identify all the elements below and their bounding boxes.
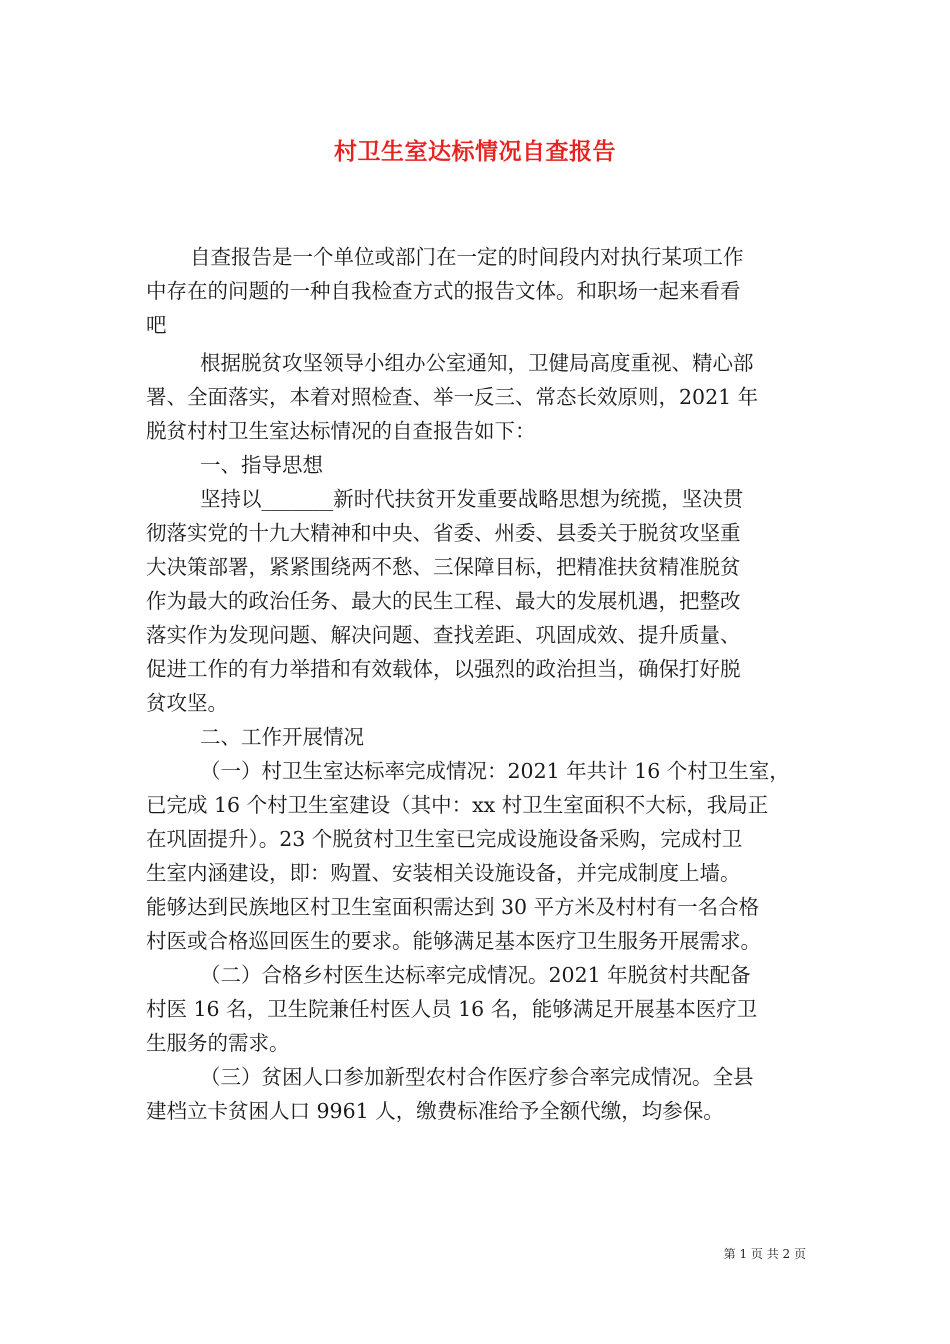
body-line: 生服务的需求。 [146,1031,290,1055]
body-line: 落实作为发现问题、解决问题、查找差距、巩固成效、提升质量、 [146,623,741,647]
body-line: 已完成 16 个村卫生室建设（其中：xx 村卫生室面积不大标，我局正 [146,793,769,817]
body-line: 中存在的问题的一种自我检查方式的报告文体。和职场一起来看看 [146,279,741,303]
body-line: 二、工作开展情况 [200,725,364,749]
page-footer: 第 1 页 共 2 页 [723,1247,806,1261]
body-line: 能够达到民族地区村卫生室面积需达到 30 平方米及村村有一名合格 [146,895,760,919]
body-line: 坚持以_______新时代扶贫开发重要战略思想为统揽，坚决贯 [200,487,744,511]
body-line: 自查报告是一个单位或部门在一定的时间段内对执行某项工作 [190,245,744,269]
document-title: 村卫生室达标情况自查报告 [334,138,616,165]
body-line: 村医 16 名，卫生院兼任村医人员 16 名，能够满足开展基本医疗卫 [146,997,758,1021]
body-line: （一）村卫生室达标率完成情况：2021 年共计 16 个村卫生室， [200,759,790,783]
body-line: 贫攻坚。 [146,691,228,715]
body-line: 脱贫村村卫生室达标情况的自查报告如下： [146,419,536,443]
body-line: 大决策部署，紧紧围绕两不愁、三保障目标，把精准扶贫精准脱贫 [146,555,741,579]
body-line: 建档立卡贫困人口 9961 人，缴费标准给予全额代缴，均参保。 [146,1099,724,1123]
body-line: 署、全面落实，本着对照检查、举一反三、常态长效原则，2021 年 [146,385,759,409]
document-body [146,240,806,1128]
body-line: 一、指导思想 [200,453,323,477]
body-line: 吧 [146,313,167,337]
body-line: （二）合格乡村医生达标率完成情况。2021 年脱贫村共配备 [200,963,751,987]
body-line: 生室内涵建设，即：购置、安装相关设施设备，并完成制度上墙。 [146,861,741,885]
body-line: 根据脱贫攻坚领导小组办公室通知，卫健局高度重视、精心部 [200,351,754,375]
body-line: 作为最大的政治任务、最大的民生工程、最大的发展机遇，把整改 [146,589,741,613]
body-line: 彻落实党的十九大精神和中央、省委、州委、县委关于脱贫攻坚重 [146,521,741,545]
body-line: 促进工作的有力举措和有效载体，以强烈的政治担当，确保打好脱 [146,657,741,681]
body-line: 在巩固提升）。23 个脱贫村卫生室已完成设施设备采购，完成村卫 [146,827,743,851]
body-line: （三）贫困人口参加新型农村合作医疗参合率完成情况。全县 [200,1065,754,1089]
body-line: 村医或合格巡回医生的要求。能够满足基本医疗卫生服务开展需求。 [146,929,761,953]
